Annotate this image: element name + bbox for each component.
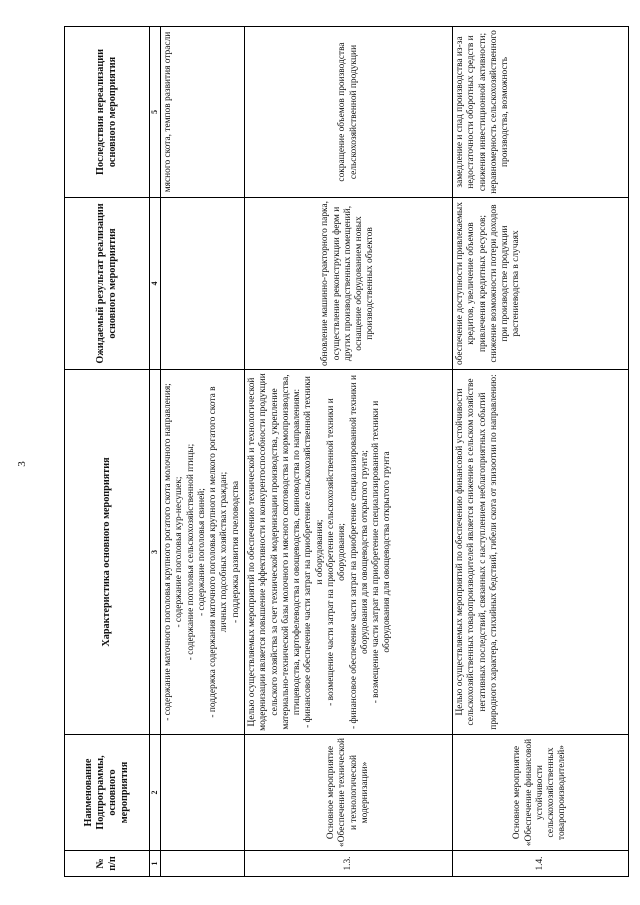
program-measures-table (64, 26, 629, 877)
table-row (245, 27, 453, 877)
characteristic-line: - содержание поголовья свиней; (196, 488, 207, 616)
characteristic-line: Целью осуществляемых мероприятий по обеспечению финансовой устойчивости сельскохозяйственных товаропроизводителей является снижение в сельском хозяйстве негативных последствий, связанных с наступлением неблагоприятных событий природного характера, стихийных бедствий, гибели скота от эпизоотии по направлению: (455, 374, 499, 730)
column-number: 1 (150, 851, 161, 877)
measure-characteristics (161, 370, 245, 735)
table-header-row (65, 27, 150, 877)
non-implementation-consequences: мясного скота, темпов развития отрасли (161, 27, 245, 198)
header-consequences: Последствия нереализации основного мероприятия (65, 27, 150, 198)
column-number: 2 (150, 735, 161, 851)
expected-result: обновление машинно-тракторного парка, осуществление реконструкции ферм и других производственных помещений, оснащение оборудованием новых производственных объектов (245, 198, 453, 370)
table-row (453, 27, 629, 877)
expected-result: обеспечение доступности привлекаемых кредитов, увеличение объемов привлечения кредитных ресурсов; снижение возможности потери доходов при производстве продукции растениеводства в случаях (453, 198, 629, 370)
measure-name (161, 735, 245, 851)
characteristic-line: - возмещение части затрат на приобретение специализированной техники и оборудования для овощеводства открытого грунта (371, 400, 393, 704)
row-number (161, 851, 245, 877)
column-number-row (150, 27, 161, 877)
row-number: 1.3. (245, 851, 453, 877)
measure-characteristics (453, 370, 629, 735)
measure-characteristics (245, 370, 453, 735)
non-implementation-consequences: замедление и спад производства из-за недостаточности оборотных средств и снижения инвестиционной активности; неравномерность сельскохозяйственного производства, возможность (453, 27, 629, 198)
column-number: 3 (150, 370, 161, 735)
characteristic-line: - поддержка содержания маточного поголовья крупного и мелкого рогатого скота в личных подсобных хозяйствах граждан; (208, 386, 230, 718)
column-number: 4 (150, 198, 161, 370)
characteristic-line: - содержание поголовья сельскохозяйственной птицы; (185, 443, 196, 661)
page-number: 3 (16, 461, 28, 467)
characteristic-line: - содержание маточного поголовья крупного рогатого скота молочного направления; (163, 383, 173, 721)
measure-name: Основное мероприятие «Обеспечение технической и технологической модернизации» (245, 735, 453, 851)
expected-result (161, 198, 245, 370)
characteristic-line: - содержание поголовья кур-несушек; (174, 476, 185, 628)
measure-name: Основное мероприятие «Обеспечение финансовой устойчивости сельскохозяйственных товаропроизводителей» (453, 735, 629, 851)
non-implementation-consequences: сокращение объемов производства сельскохозяйственной продукции (245, 27, 453, 198)
header-number: № п/п (65, 851, 150, 877)
characteristic-line: - финансовое обеспечение части затрат на приобретение специализированной техники и оборудования для овощеводства открытого грунта; (348, 375, 370, 729)
characteristic-line: Целью осуществляемых мероприятий по обеспечению технической и технологической модернизации является повышение эффективности и конкурентоспособности продукции сельского хозяйства за счет технической модернизации производства, укрепление материально-технической базы молочного и мясного скотоводства и кормопроизводства, птицеводства, картофелеводства и овощеводства, свиноводства по направлениям: (247, 373, 303, 731)
column-number: 5 (150, 27, 161, 198)
row-number: 1.4. (453, 851, 629, 877)
header-name: Наименование Подпрограммы, основного мероприятия (65, 735, 150, 851)
characteristic-line: - поддержка развития пчеловодства (230, 481, 241, 623)
header-characteristics: Характеристика основного мероприятия (65, 370, 150, 735)
characteristic-line: - возмещение части затрат на приобретение сельскохозяйственной техники и оборудования; (325, 398, 348, 706)
rotated-table-container (64, 27, 629, 877)
table-row (161, 27, 245, 877)
header-result: Ожидаемый результат реализации основного мероприятия (65, 198, 150, 370)
characteristic-line: - финансовое обеспечение части затрат на приобретение сельскохозяйственной техники и оборудования; (303, 376, 325, 728)
